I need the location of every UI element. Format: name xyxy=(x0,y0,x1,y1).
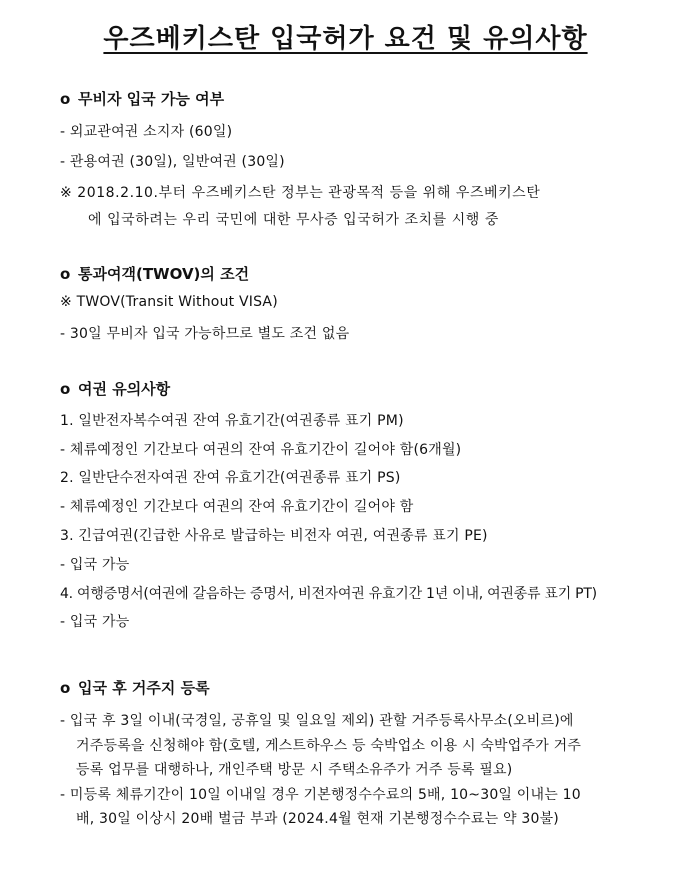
list-item-continued: 배, 30일 이상시 20배 벌금 부과 (2024.4월 현재 기본행정수수료는 약 30불) xyxy=(76,811,559,827)
heading-bullet: o xyxy=(60,679,71,697)
list-item: - 외교관여권 소지자 (60일) xyxy=(60,124,233,140)
section-heading-residence xyxy=(60,677,210,698)
list-item: - 입국 가능 xyxy=(60,614,130,630)
list-item: - 체류예정인 기간보다 여권의 잔여 유효기간이 길어야 함 xyxy=(60,499,414,515)
list-item: - 관용여권 (30일), 일반여권 (30일) xyxy=(60,154,285,170)
list-item: 1. 일반전자복수여권 잔여 유효기간(여권종류 표기 PM) xyxy=(60,413,404,429)
heading-text: 입국 후 거주지 등록 xyxy=(78,679,210,697)
list-item: - 30일 무비자 입국 가능하므로 별도 조건 없음 xyxy=(60,326,350,342)
list-item: 3. 긴급여권(긴급한 사유로 발급하는 비전자 여권, 여권종류 표기 PE) xyxy=(60,528,488,544)
list-item: - 입국 후 3일 이내(국경일, 공휴일 및 일요일 제외) 관할 거주등록사무소(오비르)에 xyxy=(60,713,574,729)
heading-text: 무비자 입국 가능 여부 xyxy=(78,90,225,108)
list-item-note: ※ 2018.2.10.부터 우즈베키스탄 정부는 관광목적 등을 위해 우즈베키스탄 xyxy=(60,185,541,201)
list-item-continued: 등록 업무를 대행하나, 개인주택 방문 시 주택소유주가 거주 등록 필요) xyxy=(76,762,513,778)
heading-text: 여권 유의사항 xyxy=(78,380,171,398)
list-item: - 체류예정인 기간보다 여권의 잔여 유효기간이 길어야 함(6개월) xyxy=(60,442,462,458)
heading-bullet: o xyxy=(60,265,71,283)
heading-bullet: o xyxy=(60,90,71,108)
section-heading-twov xyxy=(60,263,249,284)
list-item: - 미등록 체류기간이 10일 이내일 경우 기본행정수수료의 5배, 10~30일 이내는 10 xyxy=(60,787,581,803)
heading-text: 통과여객(TWOV)의 조건 xyxy=(78,265,250,283)
list-item: - 입국 가능 xyxy=(60,557,130,573)
heading-bullet: o xyxy=(60,380,71,398)
section-heading-visa-free xyxy=(60,88,224,109)
list-item-note-continued: 에 입국하려는 우리 국민에 대한 무사증 입국허가 조치를 시행 중 xyxy=(88,212,499,228)
list-item: 2. 일반단수전자여권 잔여 유효기간(여권종류 표기 PS) xyxy=(60,470,401,486)
section-heading-passport xyxy=(60,378,170,399)
document-title-text: 우즈베키스탄 입국허가 요건 및 유의사항 xyxy=(103,24,588,54)
document-title xyxy=(0,18,691,55)
list-item: 4. 여행증명서(여권에 갈음하는 증명서, 비전자여권 유효기간 1년 이내, 여권종류 표기 PT) xyxy=(60,586,597,602)
list-item-continued: 거주등록을 신청해야 함(호텔, 게스트하우스 등 숙박업소 이용 시 숙박업주가 거주 xyxy=(76,738,582,754)
list-item: ※ TWOV(Transit Without VISA) xyxy=(60,294,278,310)
